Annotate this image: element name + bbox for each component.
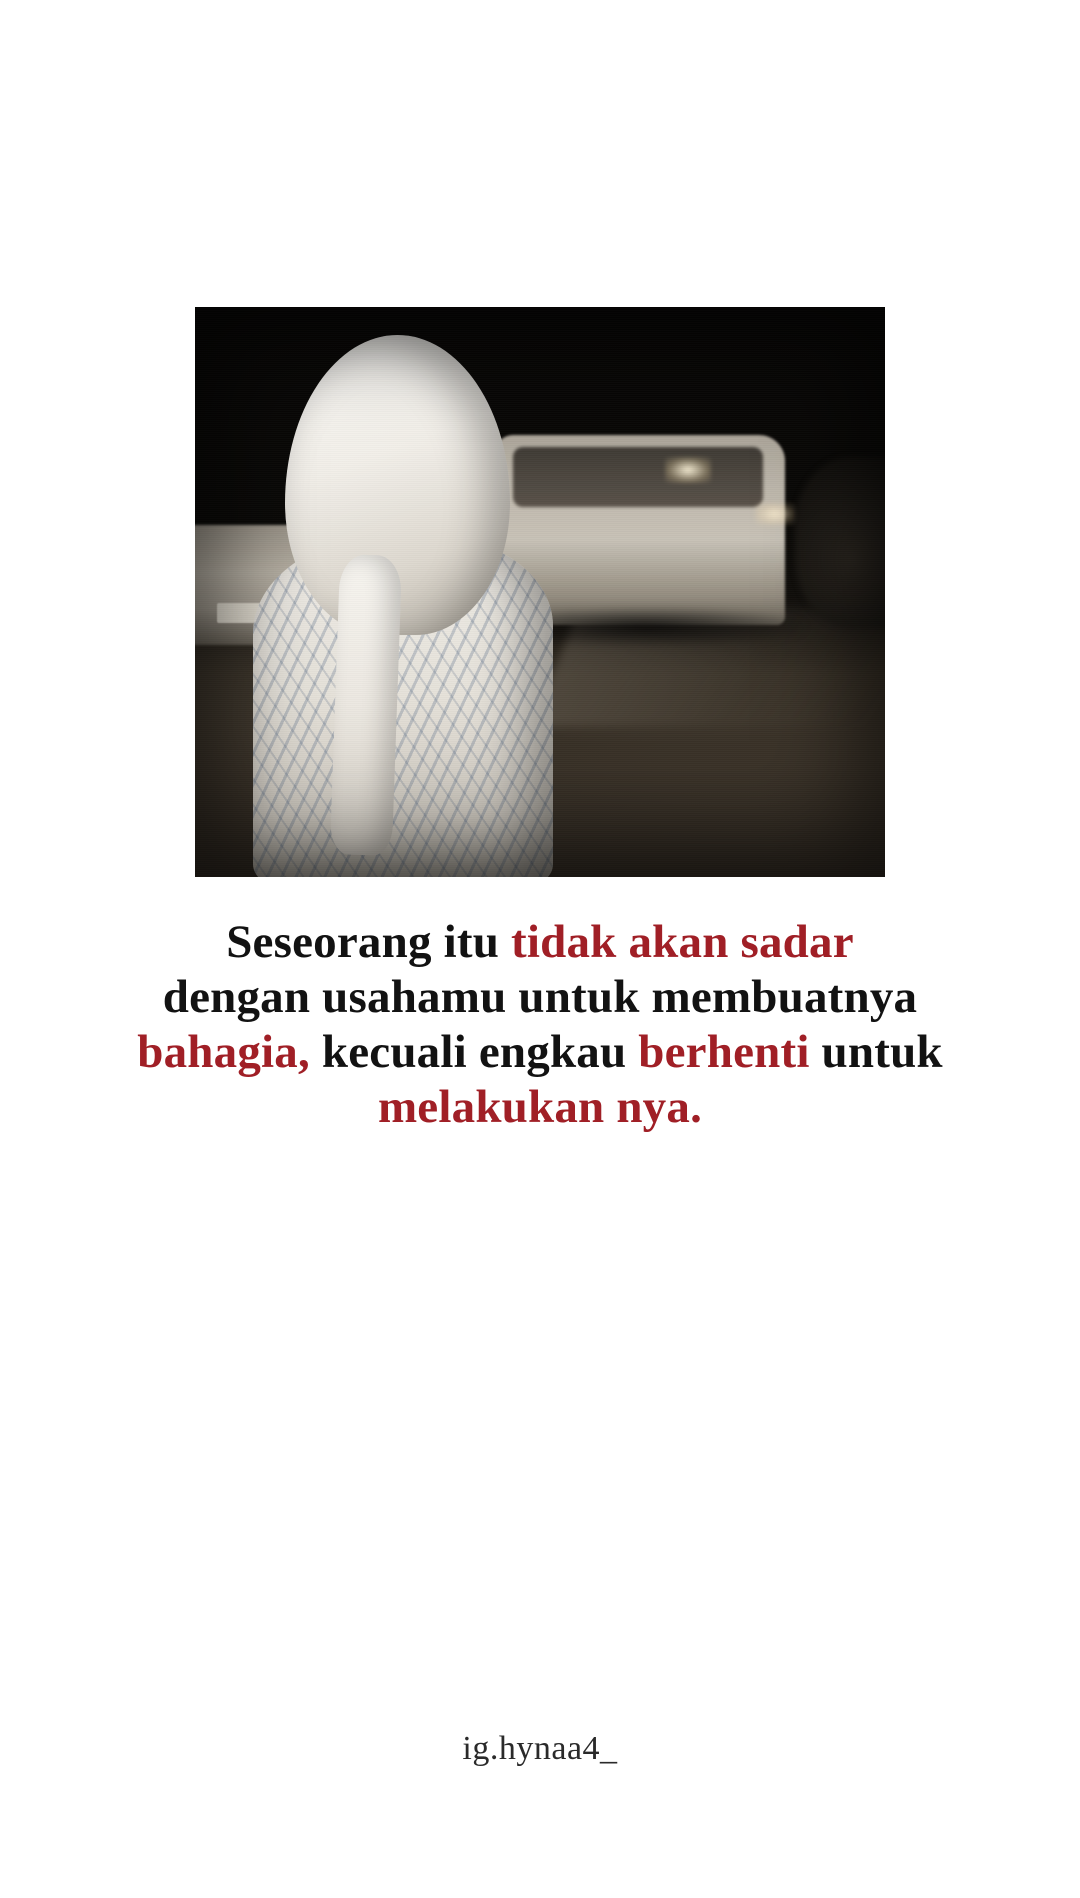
roadside-bush xyxy=(795,457,885,627)
street-light-a xyxy=(665,457,711,483)
photo-container xyxy=(195,307,885,877)
quote-line-1-highlight: tidak akan sadar xyxy=(511,916,854,968)
quote-line-2: dengan usahamu untuk membuatnya xyxy=(162,970,918,1023)
quote-line-3-plain-a: kecuali engkau xyxy=(309,1025,639,1078)
street-light-b xyxy=(755,503,795,525)
quote-text xyxy=(90,915,990,1135)
quote-line-4: melakukan nya. xyxy=(377,1080,703,1133)
quote-line-1-plain: Seseorang itu xyxy=(226,916,512,968)
night-street-photo xyxy=(195,307,885,877)
credit-handle: ig.hynaa4_ xyxy=(462,1730,618,1767)
quote-line-3-plain-b: untuk xyxy=(809,1025,943,1078)
quote-line-1 xyxy=(90,915,990,970)
quote-line-3-highlight-b: berhenti xyxy=(638,1025,810,1078)
person-subject xyxy=(243,325,563,877)
quote-line-3 xyxy=(90,1025,990,1080)
hijab-tail xyxy=(330,554,402,856)
quote-line-3-highlight-a: bahagia, xyxy=(137,1025,310,1078)
